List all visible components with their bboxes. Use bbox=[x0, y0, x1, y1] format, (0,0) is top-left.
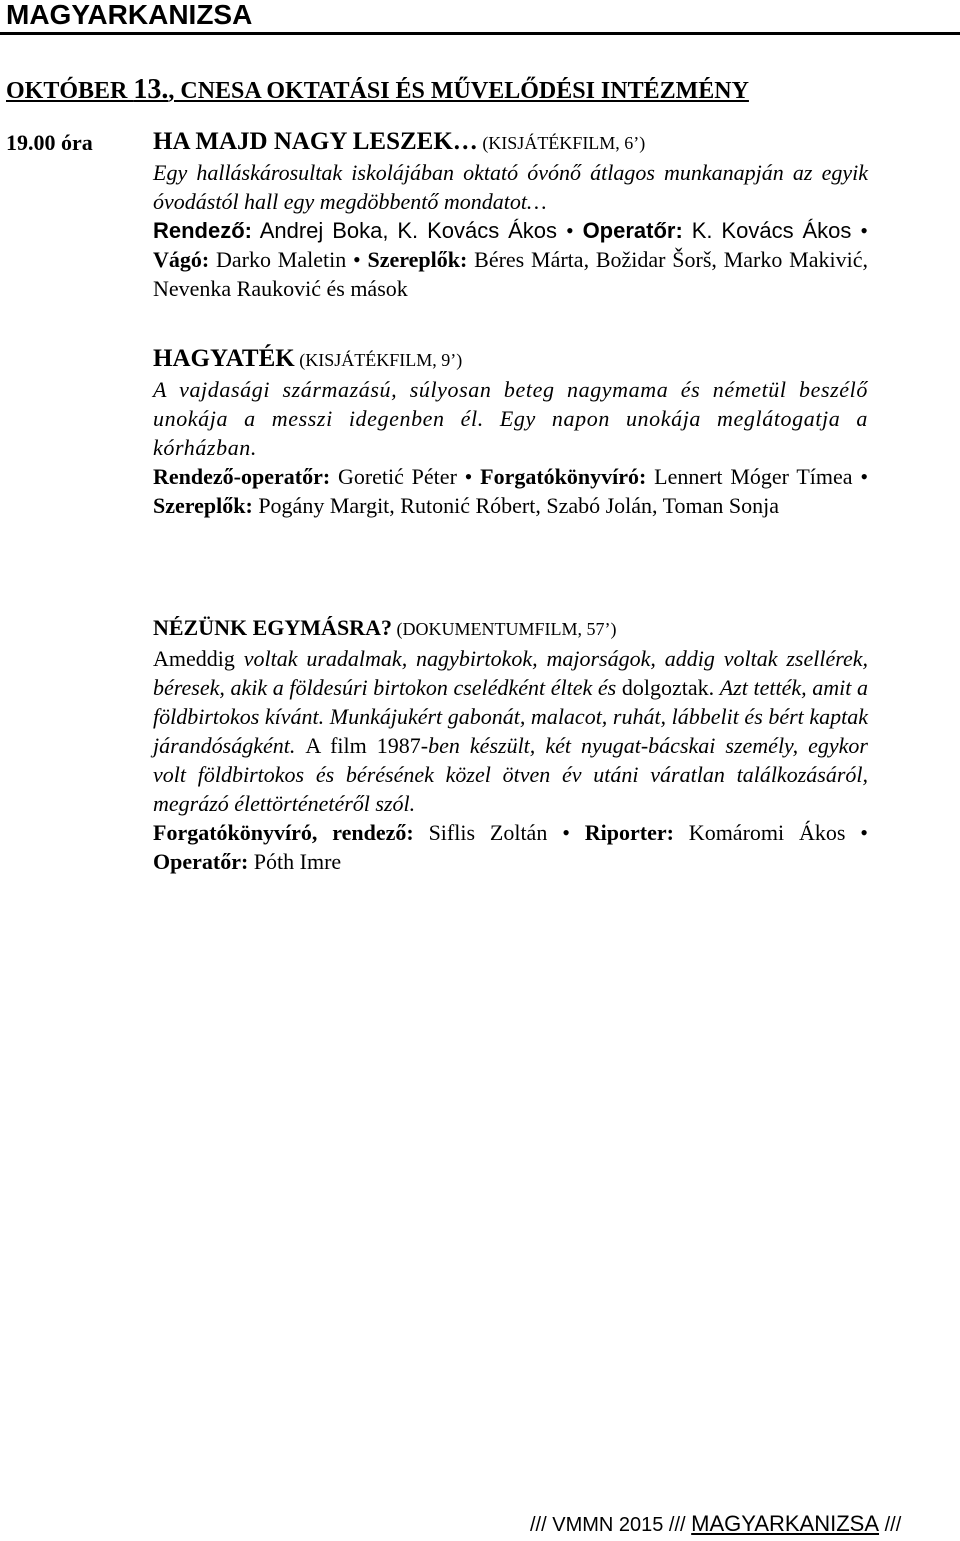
credit-value: Béres Márta, Božidar Šorš, Marko Makivić, Nevenka Rauković és mások bbox=[153, 247, 868, 301]
credit-label: Vágó: bbox=[153, 247, 210, 272]
film-synopsis: A vajdasági származású, súlyosan beteg nagymama és németül beszélő unokája a messzi idegenben él. Egy napon unokája meglátogatja a kórházban. bbox=[153, 377, 868, 460]
event-venue: , CNESA OKTATÁSI ÉS MŰVELŐDÉSI INTÉZMÉNY bbox=[168, 78, 749, 104]
footer-suffix: /// bbox=[879, 1514, 902, 1536]
credit-value: Póth Imre bbox=[248, 849, 342, 874]
credit-label: Forgatókönyvíró, rendező: bbox=[153, 820, 414, 845]
credit-value: Goretić Péter bbox=[330, 464, 465, 489]
credit-label: Szereplők: bbox=[153, 493, 253, 518]
bullet: • bbox=[860, 820, 868, 845]
credit-value: Lennert Móger Tímea bbox=[646, 464, 861, 489]
credit-value: Pogány Margit, Rutonić Róbert, Szabó Jolán, Toman Sonja bbox=[252, 493, 780, 518]
credit-value: Siflis Zoltán bbox=[413, 820, 563, 845]
page-footer bbox=[530, 1511, 901, 1537]
film-synopsis: Egy halláskárosultak iskolájában oktató óvónő átlagos munkanapján az egyik óvodástól hall egy megdöbbentő mondatot… bbox=[153, 160, 868, 214]
event-heading bbox=[6, 74, 749, 107]
film-meta: (KISJÁTÉKFILM, 6’) bbox=[477, 133, 646, 153]
bullet: • bbox=[860, 218, 868, 243]
film-meta: (KISJÁTÉKFILM, 9’) bbox=[294, 350, 463, 370]
credit-value: Andrej Boka, K. Kovács Ákos bbox=[252, 218, 566, 243]
credit-label: Operatőr: bbox=[153, 849, 249, 874]
film-meta: (DOKUMENTUMFILM, 57’) bbox=[391, 619, 617, 639]
synopsis-part: Ameddig bbox=[153, 646, 244, 671]
event-date-number: 13. bbox=[133, 74, 169, 105]
credit-label: Szereplők: bbox=[360, 247, 468, 272]
bullet: • bbox=[562, 820, 570, 845]
credit-label: Riporter: bbox=[569, 820, 674, 845]
bullet: • bbox=[464, 464, 473, 489]
film-entry-3 bbox=[153, 613, 868, 876]
credit-value: Darko Maletin bbox=[209, 247, 354, 272]
bullet: • bbox=[860, 464, 869, 489]
synopsis-part: ben készült, két nyugat-bácskai személy, egykor volt földbirtokos és bérésének közel ötven év utáni váratlan találkozásáról, megrázó élettörténetéről szól. bbox=[153, 733, 868, 816]
film-credits bbox=[153, 818, 868, 876]
synopsis-part: voltak uradalmak, nagybirtokok, majorságok, addig voltak zsellérek, béresek, akik a földesúri birtokon cselédként éltek és bbox=[153, 646, 868, 700]
credit-label: Operatőr: bbox=[573, 218, 683, 243]
credit-label: Forgatókönyvíró: bbox=[472, 464, 647, 489]
credit-label: Rendező: bbox=[153, 218, 252, 243]
synopsis-part: dolgoztak. bbox=[621, 675, 720, 700]
credit-label: Rendező-operatőr: bbox=[153, 464, 331, 489]
film-title: HAGYATÉK bbox=[153, 345, 295, 372]
header-divider bbox=[0, 32, 960, 35]
film-credits bbox=[153, 462, 868, 520]
synopsis-part: Azt tették, amit a földbirtokos kívánt. Munkájukért gabonát, malacot, ruhát, lábbelit és bért kaptak járandóságként. bbox=[153, 675, 868, 758]
film-entry-2 bbox=[153, 344, 868, 520]
credit-value: K. Kovács Ákos bbox=[682, 218, 861, 243]
event-time: 19.00 óra bbox=[6, 130, 93, 155]
film-title: NÉZÜNK EGYMÁSRA? bbox=[153, 615, 392, 640]
bullet: • bbox=[565, 218, 574, 243]
credit-value: Komáromi Ákos bbox=[673, 820, 861, 845]
film-synopsis bbox=[153, 644, 868, 818]
page-header-title: MAGYARKANIZSA bbox=[6, 0, 253, 30]
footer-link[interactable]: MAGYARKANIZSA bbox=[691, 1511, 880, 1536]
footer-prefix: /// VMMN 2015 /// bbox=[530, 1514, 692, 1536]
film-credits bbox=[153, 216, 868, 303]
event-date-prefix: OKTÓBER bbox=[6, 78, 134, 104]
bullet: • bbox=[353, 247, 361, 272]
film-entry-1 bbox=[153, 127, 868, 303]
synopsis-part: A film 1987- bbox=[305, 733, 429, 758]
film-title: HA MAJD NAGY LESZEK… bbox=[153, 128, 478, 155]
